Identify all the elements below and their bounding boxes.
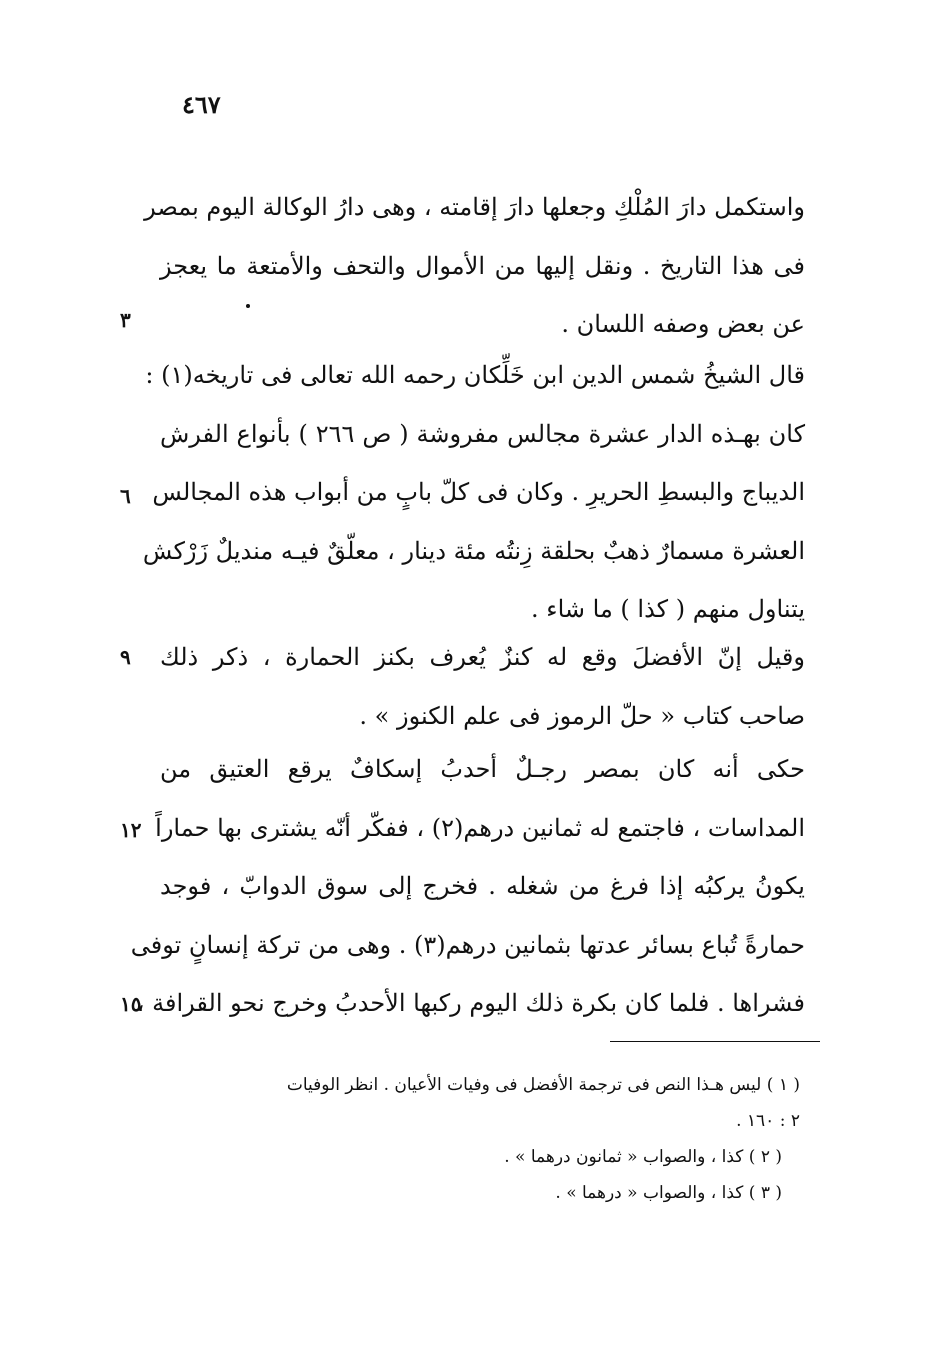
paragraph-1 — [144, 178, 806, 354]
text-line: يتناول منهم ( كذا ) ما شاء . — [531, 595, 805, 623]
text-line: كان بهـذه الدار عشرة مجالس مفروشة ( ص ٢٦٦ ) بأنواع الفرش — [160, 419, 806, 448]
text-line: حكى أنه كان بمصر رجـلٌ أحدبُ إسكافٌ يرقع العتيق من — [160, 755, 805, 783]
line-marker: ١٥ — [120, 992, 142, 1016]
line-marker: ١٢ — [120, 818, 142, 842]
text-line: الديباج والبسطِ الحريرِ . وكان فى كلّ بابٍ من أبواب هذه المجالس — [152, 478, 805, 506]
text-line: فى هذا التاريخ . ونقل إليها من الأموال والتحف والأمتعة ما يعجز — [160, 251, 806, 280]
footnote-2: ( ٢ ) كذا ، والصواب « ثمانون درهما » . — [504, 1147, 782, 1167]
footnote-rule — [610, 1041, 820, 1042]
line-marker: ٣ — [120, 308, 131, 332]
line-marker: ٦ — [120, 484, 131, 508]
paragraph-2 — [142, 346, 806, 639]
footnotes — [160, 1067, 800, 1211]
text-line: صاحب كتاب « حلّ الرموز فى علم الكنوز » . — [359, 701, 805, 730]
stray-dot — [246, 304, 250, 308]
text-line: واستكمل دارَ المُلْكِ وجعلها دارَ إقامته ، وهى دارُ الوكالة اليوم بمصر — [144, 193, 805, 221]
text-line: قال الشيخُ شمس الدين ابن خَلِّكان رحمه الله تعالى فى تاريخه(١) : — [145, 361, 805, 389]
text-line: حمارةً تُباع بسائر عدتها بثمانين درهم(٣) . وهى من تركة إنسانٍ توفى — [130, 930, 805, 959]
text-line: فشراها . فلما كان بكرة ذلك اليوم ركبها الأحدبُ وخرج نحو القرافة ، — [136, 989, 805, 1017]
footnote-1-continuation: ٢ : ١٦٠ . — [736, 1111, 800, 1131]
text-line: وقيل إنّ الأفضلَ وقع له كنزٌ يُعرف بكنز الحمارة ، ذكر ذلك — [160, 643, 805, 671]
page-number: ٤٦٧ — [182, 90, 221, 119]
footnote-3: ( ٣ ) كذا ، والصواب « درهما » . — [555, 1183, 782, 1203]
line-marker: ٩ — [120, 645, 131, 669]
text-line: المداسات ، فاجتمع له ثمانين درهم(٢) ، ففكّر أنّه يشترى بها حماراً — [155, 813, 805, 842]
text-line: العشرة مسمارٌ ذهبٌ بحلقة زِنتُه مئة دينار ، معلّقٌ فيـه منديلٌ زَرْكش — [142, 536, 805, 565]
paragraph-3 — [160, 628, 805, 745]
text-line: عن بعض وصفه اللسان . — [561, 310, 805, 338]
footnote-1: ( ١ ) ليس هـذا النص فى ترجمة الأفضل فى وفيات الأعيان . انظر الوفيات — [286, 1075, 800, 1095]
text-line: يكونُ يركبُه إذا فرغ من شغله . فخرج إلى سوق الدوابّ ، فوجد — [160, 872, 805, 900]
